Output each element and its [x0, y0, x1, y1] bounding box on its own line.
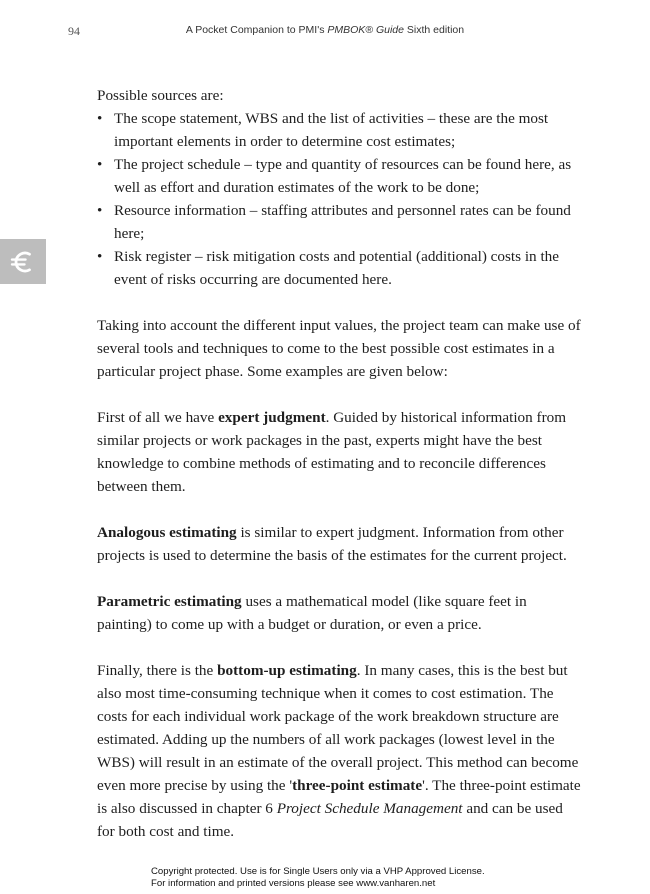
- list-item: [97, 107, 581, 153]
- text-run: is similar to expert judgment. Information from other projects is used to determine the basis of the estimates for the current project.: [97, 524, 567, 564]
- list-item: [97, 199, 581, 245]
- text-run: Finally, there is the: [97, 662, 218, 679]
- sources-intro: Possible sources are:: [97, 87, 224, 104]
- running-header: [0, 24, 650, 36]
- list-item-text: The project schedule – type and quantity of resources can be found here, as well as effort and duration estimates of the work to be done;: [114, 156, 572, 196]
- text-run: . In many cases, this is the best but also most time-consuming technique when it comes to cost estimation. The costs for each individual work package of the work breakdown structure are estimated. Adding up the numbers of all work packages (lowest level in the WBS) will result in an estimate of the overall project. This method can become even more precise by using the ': [97, 662, 579, 794]
- list-item: [97, 153, 581, 199]
- sources-list: [97, 107, 581, 291]
- term-parametric-estimating: Parametric estimating: [97, 593, 242, 610]
- header-title-italic: PMBOK® Guide: [327, 24, 404, 36]
- expert-judgment-paragraph: [97, 406, 581, 498]
- footer-line-2: For information and printed versions please see www.vanharen.net: [151, 878, 436, 889]
- copyright-footer: [151, 866, 485, 890]
- text-run: . Guided by historical information from similar projects or work packages in the past, experts might have the best knowledge to combine methods of estimating and to reconcile differences between them.: [97, 409, 567, 495]
- bottom-up-estimating-paragraph: [97, 659, 581, 843]
- header-title-suffix: Sixth edition: [403, 24, 465, 36]
- tools-paragraph: Taking into account the different input values, the project team can make use of several tools and techniques to come to the best possible cost estimates in a particular project phase. Some examples are given below:: [97, 317, 581, 380]
- bullet: •: [97, 248, 103, 265]
- text-run: and can be used for both cost and time.: [97, 800, 563, 840]
- bullet: •: [97, 156, 103, 173]
- text-run: uses a mathematical model (like square feet in painting) to come up with a budget or duration, or even a price.: [97, 593, 527, 633]
- list-item-text: The scope statement, WBS and the list of activities – these are the most important elements in order to determine cost estimates;: [114, 110, 549, 150]
- list-item-text: Risk register – risk mitigation costs and potential (additional) costs in the event of risks occurring are documented here.: [114, 248, 560, 288]
- list-item: [97, 245, 581, 291]
- list-item-text: Resource information – staffing attributes and personnel rates can be found here;: [114, 202, 571, 242]
- page-body: [97, 84, 581, 843]
- analogous-estimating-paragraph: [97, 521, 581, 567]
- term-analogous-estimating: Analogous estimating: [97, 524, 237, 541]
- term-bottom-up-estimating: bottom-up estimating: [217, 662, 357, 679]
- term-three-point-estimate: three-point estimate: [292, 777, 423, 794]
- bullet: •: [97, 202, 103, 219]
- chapter-reference: Project Schedule Management: [276, 800, 463, 817]
- term-expert-judgment: expert judgment: [218, 409, 326, 426]
- parametric-estimating-paragraph: [97, 590, 581, 636]
- text-run: First of all we have: [97, 409, 219, 426]
- text-run: '. The three-point estimate is also discussed in chapter 6: [97, 777, 581, 817]
- euro-icon: [9, 248, 37, 276]
- footer-line-1: Copyright protected. Use is for Single Users only via a VHP Approved License.: [151, 866, 485, 877]
- chapter-tab: [0, 239, 46, 284]
- page-number: 94: [68, 24, 80, 38]
- bullet: •: [97, 110, 103, 127]
- header-title-prefix: A Pocket Companion to PMI's: [185, 24, 328, 36]
